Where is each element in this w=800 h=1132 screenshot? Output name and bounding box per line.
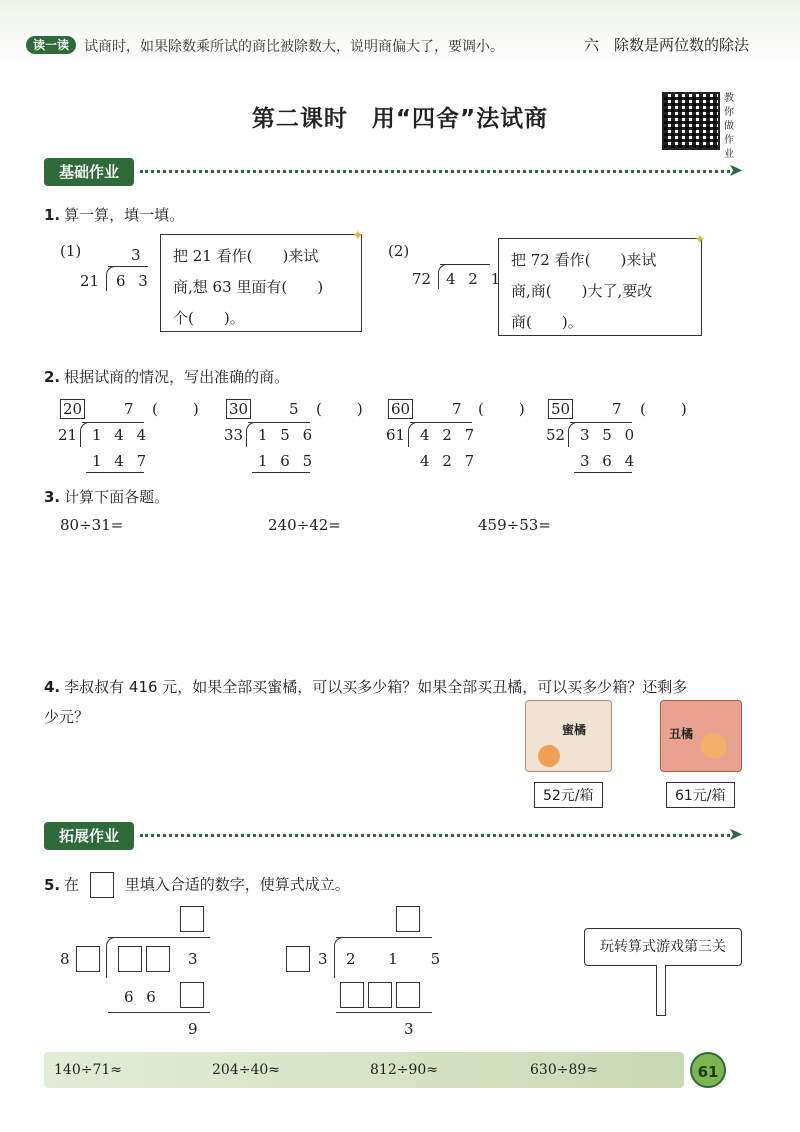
- page-number: 61: [690, 1052, 726, 1088]
- division-bracket: [334, 937, 343, 978]
- blank-digit-box[interactable]: [340, 982, 364, 1008]
- hint-line: 商( )。: [511, 313, 583, 331]
- tip-text: 试商时，如果除数乘所试的商比被除数大，说明商偏大了，要调小。: [84, 39, 504, 55]
- divisor: 61: [386, 426, 406, 444]
- remainder: 9: [188, 1020, 198, 1038]
- trial-quotient-ones: 5: [289, 400, 299, 418]
- dividend: 6 3: [116, 272, 152, 290]
- blank-digit-box[interactable]: [76, 946, 100, 972]
- hint-line: 把 72 看作( )来试: [511, 251, 657, 269]
- question-text: 根据试商的情况，写出准确的商。: [64, 368, 290, 386]
- answer-paren[interactable]: ( ): [640, 400, 697, 418]
- section-banner-extended: 拓展作业: [44, 822, 134, 850]
- trial-quotient-box: 20: [60, 399, 85, 419]
- ugly-orange-box-image: [660, 700, 742, 772]
- page-title: 第二课时 用“四舍”法试商: [251, 106, 549, 132]
- question-1: [44, 204, 184, 225]
- dotted-divider: [140, 170, 730, 173]
- box-label: 丑橘: [669, 727, 694, 741]
- blank-digit-box[interactable]: [118, 946, 142, 972]
- quotient: 3: [131, 246, 141, 264]
- question-5: [44, 872, 350, 898]
- division-bar: [570, 422, 632, 423]
- dividend: 4 2 7: [420, 426, 479, 444]
- orange-icon: [538, 745, 560, 767]
- box-label: 蜜橘: [562, 723, 587, 737]
- division-bar: [410, 422, 472, 423]
- question-text: 里填入合适的数字，使算式成立。: [124, 875, 350, 894]
- question-text-cont: 少元？: [44, 708, 90, 726]
- blank-digit-box[interactable]: [368, 982, 392, 1008]
- question-3: [44, 486, 169, 507]
- trial-quotient-ones: 7: [124, 400, 134, 418]
- estimation-item: 204÷40≈: [212, 1062, 280, 1078]
- blank-digit-box[interactable]: [180, 982, 204, 1008]
- hint-box: [160, 234, 362, 332]
- estimation-item: 630÷89≈: [530, 1062, 598, 1078]
- blank-digit-box[interactable]: [396, 982, 420, 1008]
- trial-quotient-box: 60: [388, 399, 413, 419]
- subtraction-line: [336, 1012, 432, 1013]
- question-text: 在: [64, 875, 80, 894]
- dividend: 2 1 5: [346, 950, 455, 968]
- division-bracket: [408, 422, 417, 447]
- arrow-right-icon: ➤: [728, 824, 744, 845]
- division-bar: [108, 937, 210, 938]
- trial-quotient-ones: 7: [612, 400, 622, 418]
- product: 1 4 7: [92, 452, 151, 470]
- division-bar: [82, 422, 144, 423]
- question-4: [44, 672, 756, 732]
- division-bar: [336, 937, 432, 938]
- product-digits: 6 6: [124, 988, 160, 1006]
- answer-paren[interactable]: ( ): [152, 400, 209, 418]
- question-number: 5.: [44, 875, 61, 894]
- orange-icon: [701, 733, 727, 759]
- honey-orange-box-image: [525, 700, 612, 772]
- dividend: 1 5 6: [258, 426, 317, 444]
- divisor: 72: [412, 270, 432, 288]
- division-bracket: [568, 422, 577, 447]
- hint-line: 商,商( )大了,要改: [511, 282, 653, 300]
- division-bracket: [106, 266, 115, 291]
- question-number: 3.: [44, 488, 61, 506]
- calc-item: 240÷42=: [268, 516, 341, 534]
- game-level-sign: 玩转算式游戏第三关: [584, 928, 742, 966]
- division-bracket: [80, 422, 89, 447]
- answer-paren[interactable]: ( ): [478, 400, 535, 418]
- price-tag: 52元/箱: [534, 782, 603, 808]
- dividend: 3 5 0: [580, 426, 639, 444]
- part-label: (2): [388, 242, 410, 260]
- divisor: 33: [224, 426, 244, 444]
- arrow-right-icon: ➤: [728, 160, 744, 181]
- blank-digit-box[interactable]: [286, 946, 310, 972]
- hint-line: 商,想 63 里面有( ): [173, 278, 324, 296]
- calc-item: 459÷53=: [478, 516, 551, 534]
- part-label: (1): [60, 242, 82, 260]
- question-text: 李叔叔有 416 元，如果全部买蜜橘，可以买多少箱？如果全部买丑橘，可以买多少箱？还剩多: [64, 678, 688, 696]
- hint-line: 个( )。: [173, 309, 245, 327]
- division-bar: [440, 264, 490, 265]
- question-number: 2.: [44, 368, 61, 386]
- subtraction-line: [252, 472, 310, 473]
- dotted-divider: [140, 834, 730, 837]
- divisor: 52: [546, 426, 566, 444]
- blank-digit-box[interactable]: [146, 946, 170, 972]
- divisor-digit: 3: [318, 950, 328, 968]
- question-text: 计算下面各题。: [64, 488, 170, 506]
- product: 3 6 4: [580, 452, 639, 470]
- remainder: 3: [404, 1020, 414, 1038]
- divisor: 21: [58, 426, 78, 444]
- dividend: 4 2 1: [446, 270, 505, 288]
- trial-quotient-ones: 7: [452, 400, 462, 418]
- division-bracket: [246, 422, 255, 447]
- qr-code-icon[interactable]: [662, 92, 720, 150]
- subtraction-line: [108, 1012, 210, 1013]
- question-number: 4.: [44, 678, 61, 696]
- estimation-item: 140÷71≈: [54, 1062, 122, 1078]
- star-icon: ✦: [694, 232, 706, 248]
- subtraction-line: [86, 472, 144, 473]
- hint-box: [498, 238, 702, 336]
- qr-label: 教你做作业: [724, 93, 734, 160]
- division-bracket: [106, 937, 115, 978]
- trial-quotient-box: 30: [226, 399, 251, 419]
- tip-badge: 读一读: [26, 36, 76, 54]
- dividend: 1 4 4: [92, 426, 151, 444]
- blank-digit-box[interactable]: [396, 906, 420, 932]
- price-tag: 61元/箱: [666, 782, 735, 808]
- divisor-digit: 8: [60, 950, 70, 968]
- section-banner-basic: 基础作业: [44, 158, 134, 186]
- question-number: 1.: [44, 206, 61, 224]
- answer-paren[interactable]: ( ): [316, 400, 373, 418]
- product: 4 2 7: [420, 452, 479, 470]
- chapter-title: 六 除数是两位数的除法: [584, 36, 750, 54]
- question-2: [44, 366, 289, 387]
- blank-box-icon: [90, 872, 114, 898]
- divisor: 21: [80, 272, 100, 290]
- blank-digit-box[interactable]: [180, 906, 204, 932]
- calc-item: 80÷31=: [60, 516, 124, 534]
- product: 1 6 5: [258, 452, 317, 470]
- star-icon: ✦: [352, 228, 364, 244]
- subtraction-line: [574, 472, 632, 473]
- question-text: 算一算，填一填。: [64, 206, 185, 224]
- hint-line: 把 21 看作( )来试: [173, 247, 319, 265]
- trial-quotient-box: 50: [548, 399, 573, 419]
- sign-post: [656, 965, 666, 1016]
- estimation-item: 812÷90≈: [370, 1062, 438, 1078]
- dividend-digit: 3: [188, 950, 198, 968]
- division-bar: [248, 422, 310, 423]
